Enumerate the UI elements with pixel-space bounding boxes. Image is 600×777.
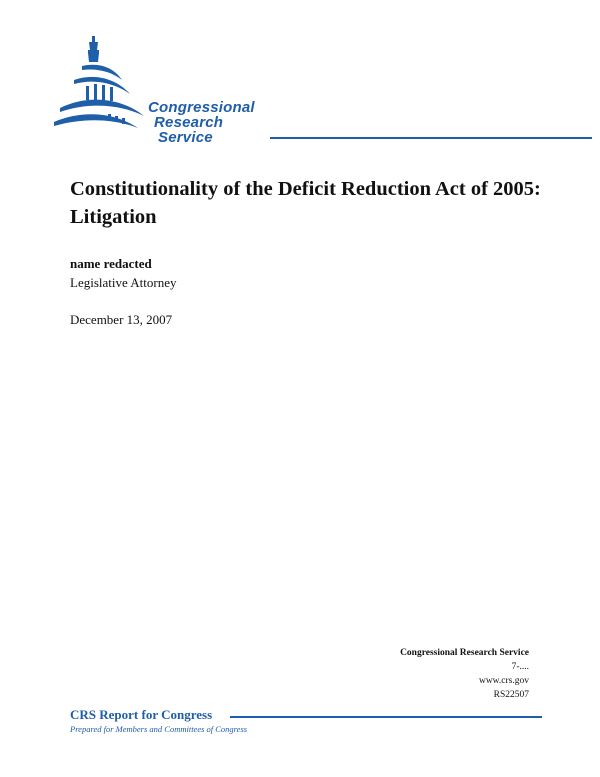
report-date: December 13, 2007 xyxy=(70,312,173,327)
footer-rule xyxy=(230,716,542,718)
author-name: name redacted xyxy=(70,256,152,271)
footer-subtitle: Prepared for Members and Committees of Congress xyxy=(70,724,248,734)
crs-logo xyxy=(52,36,542,148)
header-rule xyxy=(270,137,592,139)
report-title: Constitutionality of the Deficit Reduction Act of 2005: Litigation xyxy=(70,178,541,228)
logo-line-2: Research xyxy=(154,114,224,131)
organization-name: Congressional Research Service xyxy=(400,648,529,658)
logo-line-3: Service xyxy=(158,129,213,146)
footer-title: CRS Report for Congress xyxy=(70,707,213,722)
logo-line-1: Congressional xyxy=(148,99,255,116)
capitol-dome-icon xyxy=(52,36,152,148)
logo-wordmark xyxy=(148,100,255,145)
author-title: Legislative Attorney xyxy=(70,275,177,290)
report-number: RS22507 xyxy=(493,690,529,700)
report-code: 7-.... xyxy=(511,662,529,672)
website-link[interactable]: www.crs.gov xyxy=(478,676,529,686)
organization-info xyxy=(400,646,529,702)
